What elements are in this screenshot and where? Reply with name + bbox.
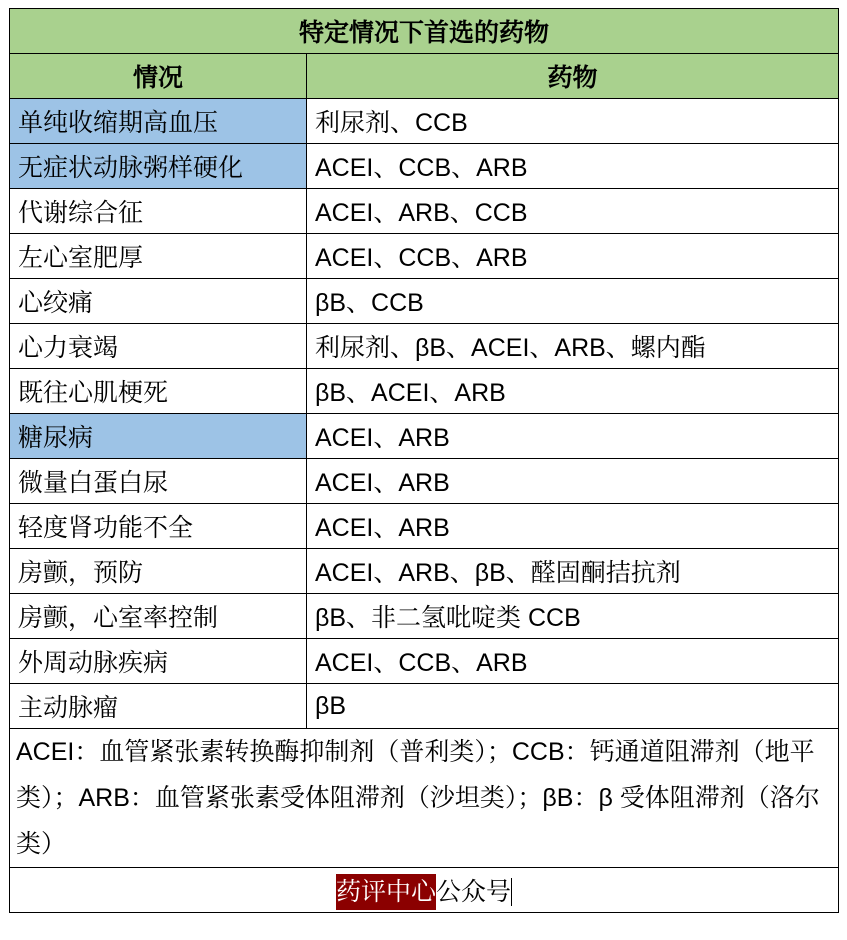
condition-cell: 左心室肥厚 [10, 234, 307, 279]
footer [10, 868, 839, 913]
brand-label: 药评中心 [336, 874, 436, 910]
table-row [10, 234, 839, 279]
drugs-cell: 利尿剂、CCB [307, 99, 839, 144]
table-row [10, 414, 839, 459]
table-row [10, 684, 839, 729]
table-row [10, 459, 839, 504]
condition-cell: 房颤，预防 [10, 549, 307, 594]
condition-cell: 无症状动脉粥样硬化 [10, 144, 307, 189]
condition-cell: 房颤，心室率控制 [10, 594, 307, 639]
table-title: 特定情况下首选的药物 [10, 9, 839, 54]
header-condition: 情况 [10, 54, 307, 99]
table-row [10, 279, 839, 324]
condition-cell: 单纯收缩期高血压 [10, 99, 307, 144]
drugs-cell: ACEI、ARB [307, 459, 839, 504]
drugs-cell: ACEI、CCB、ARB [307, 639, 839, 684]
condition-cell: 主动脉瘤 [10, 684, 307, 729]
header-drugs: 药物 [307, 54, 839, 99]
drugs-cell: ACEI、ARB [307, 504, 839, 549]
condition-cell: 代谢综合征 [10, 189, 307, 234]
drugs-cell: ACEI、ARB、βB、醛固酮拮抗剂 [307, 549, 839, 594]
drugs-cell: ACEI、ARB [307, 414, 839, 459]
table-row [10, 594, 839, 639]
drugs-cell: ACEI、CCB、ARB [307, 234, 839, 279]
condition-cell: 轻度肾功能不全 [10, 504, 307, 549]
condition-cell: 微量白蛋白尿 [10, 459, 307, 504]
condition-cell: 心绞痛 [10, 279, 307, 324]
condition-cell: 心力衰竭 [10, 324, 307, 369]
drugs-cell: 利尿剂、βB、ACEI、ARB、螺内酯 [307, 324, 839, 369]
drugs-cell: βB、CCB [307, 279, 839, 324]
table-row [10, 369, 839, 414]
drugs-cell: βB、ACEI、ARB [307, 369, 839, 414]
condition-cell: 外周动脉疾病 [10, 639, 307, 684]
drugs-cell: ACEI、ARB、CCB [307, 189, 839, 234]
condition-cell: 既往心肌梗死 [10, 369, 307, 414]
condition-cell: 糖尿病 [10, 414, 307, 459]
table-row [10, 504, 839, 549]
table-row [10, 549, 839, 594]
footer-suffix: 公众号 [436, 878, 512, 906]
table-row [10, 144, 839, 189]
abbreviation-note: ACEI：血管紧张素转换酶抑制剂（普利类）；CCB：钙通道阻滞剂（地平类）；ARB：血管紧张素受体阻滞剂（沙坦类）；βB：β 受体阻滞剂（洛尔类） [10, 729, 839, 868]
drugs-cell: βB [307, 684, 839, 729]
drug-table [9, 8, 839, 913]
drugs-cell: ACEI、CCB、ARB [307, 144, 839, 189]
drugs-cell: βB、非二氢吡啶类 CCB [307, 594, 839, 639]
table-row [10, 99, 839, 144]
table-row [10, 189, 839, 234]
table-row [10, 639, 839, 684]
table-row [10, 324, 839, 369]
